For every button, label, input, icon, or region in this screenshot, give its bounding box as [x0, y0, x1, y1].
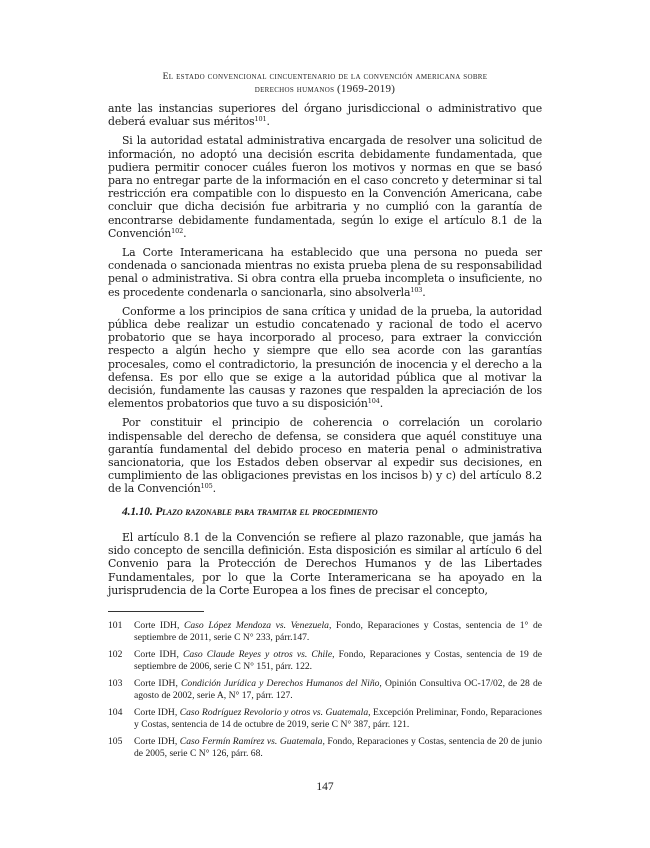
footnote-number: 104 — [108, 706, 123, 718]
footnote-ref[interactable]: 102 — [171, 226, 184, 235]
paragraph: La Corte Interamericana ha establecido que una persona no pueda ser condenada o sancionada mientras no exista prueba plena de su responsabilidad penal o administrativa. Si obra contra ella prueba incompleta o insuficiente, no es procedente condenarla o sancionarla, sino absolverla$^{103}$. — [108, 246, 542, 299]
footnote-text: Corte IDH, Caso Rodríguez Revolorio y otros vs. Guatemala, Excepción Preliminar, Fondo, Reparaciones y Costas, sentencia de 14 de octubre de 2019, serie C N° 387, párr. 121. — [134, 706, 542, 730]
footnote-text: Corte IDH, Caso Fermín Ramírez vs. Guatemala, Fondo, Reparaciones y Costas, sentencia de 20 de junio de 2005, serie C N° 126, párr. 68. — [134, 735, 542, 759]
footnote-number: 102 — [108, 648, 123, 660]
footnote-ref[interactable]: 105 — [200, 482, 213, 491]
footnote-divider — [108, 611, 204, 612]
page-number: 147 — [316, 781, 334, 793]
footnote-number: 101 — [108, 619, 123, 631]
running-header-subtitle: derechos humanos — [254, 84, 335, 95]
footnote — [108, 620, 542, 644]
paragraph: Por constituir el principio de coherencia o correlación un corolario indispensable del derecho de defensa, se considera que aquél constituye una garantía fundamental del debido proceso en materia penal o administrativa sancionatoria, que los Estados deben observar al expedir sus decisiones, en cumplimiento de las obligaciones previstas en los incisos b) y c) del artículo 8.2 de la Convención$^{105}$. — [108, 416, 542, 496]
footnote-ref[interactable]: 103 — [410, 285, 423, 294]
section-number: 4.1.10. — [122, 505, 153, 518]
footnotes — [108, 620, 542, 760]
footnote-text: Corte IDH, Condición Jurídica y Derechos Humanos del Niño, Opinión Consultiva OC-17/02, de 28 de agosto de 2002, serie A, N° 17, párr. 127. — [134, 677, 543, 701]
section-heading — [122, 506, 542, 519]
body-text — [108, 102, 542, 597]
document-page — [108, 70, 542, 765]
running-header-years: (1969-2019) — [336, 83, 396, 95]
footnote-ref[interactable]: 101 — [254, 115, 267, 124]
footnote — [108, 649, 542, 673]
footnote — [108, 736, 542, 760]
footnote-number: 103 — [108, 677, 123, 689]
footnote-text: Corte IDH, Caso López Mendoza vs. Venezuela, Fondo, Reparaciones y Costas, sentencia de 1° de septiembre de 2011, serie C N° 233, párr.147. — [134, 619, 543, 643]
section-title: Plazo razonable para tramitar el procedimiento — [155, 505, 378, 518]
running-header-line-2 — [108, 83, 542, 96]
footnote-ref[interactable]: 104 — [367, 397, 380, 406]
paragraph: El artículo 8.1 de la Convención se refiere al plazo razonable, que jamás ha sido concepto de sencilla definición. Esta disposición es similar al artículo 6 del Convenio para la Protección de Derechos Humanos y de las Libertades Fundamentales, por lo que la Corte Interamericana se ha apoyado en la jurisprudencia de la Corte Europea a los fines de precisar el concepto, — [108, 530, 542, 597]
paragraph: Si la autoridad estatal administrativa encargada de resolver una solicitud de información, no adoptó una decisión escrita debidamente fundamentada, que pudiera permitir conocer cuáles fueron los motivos y normas en que se basó para no entregar parte de la información en el caso concreto y determinar si tal restricción era compatible con lo dispuesto en la Convención Americana, cabe concluir que dicha decisión fue arbitraria y no cumplió con la garantía de encontrarse debidamente fundamentada, según lo exige el artículo 8.1 de la Convención$^{102}$. — [108, 134, 542, 240]
running-header — [108, 70, 542, 96]
footnote — [108, 707, 542, 731]
footnote-text: Corte IDH, Caso Claude Reyes y otros vs. Chile, Fondo, Reparaciones y Costas, sentencia de 19 de septiembre de 2006, serie C N° 151, párr. 122. — [134, 648, 542, 672]
paragraph: ante las instancias superiores del órgano jurisdiccional o administrativo que deberá evaluar sus méritos$^{101}$. — [108, 102, 542, 129]
footnote — [108, 678, 542, 702]
footnote-number: 105 — [108, 735, 123, 747]
running-header-line-1: El estado convencional cincuentenario de la convención americana sobre — [162, 71, 488, 82]
paragraph: Conforme a los principios de sana crítica y unidad de la prueba, la autoridad pública debe realizar un estudio concatenado y racional de todo el acervo probatorio que se haya incorporado al proceso, para extraer la convicción respecto a algún hecho y siempre que ello sea acorde con las garantías procesales, como el contradictorio, la presunción de inocencia y el derecho a la defensa. Es por ello que se exige a la autoridad pública que al motivar la decisión, fundamente las causas y razones que respalden la apreciación de los elementos probatorios que tuvo a su disposición$^{104}$. — [108, 304, 542, 411]
